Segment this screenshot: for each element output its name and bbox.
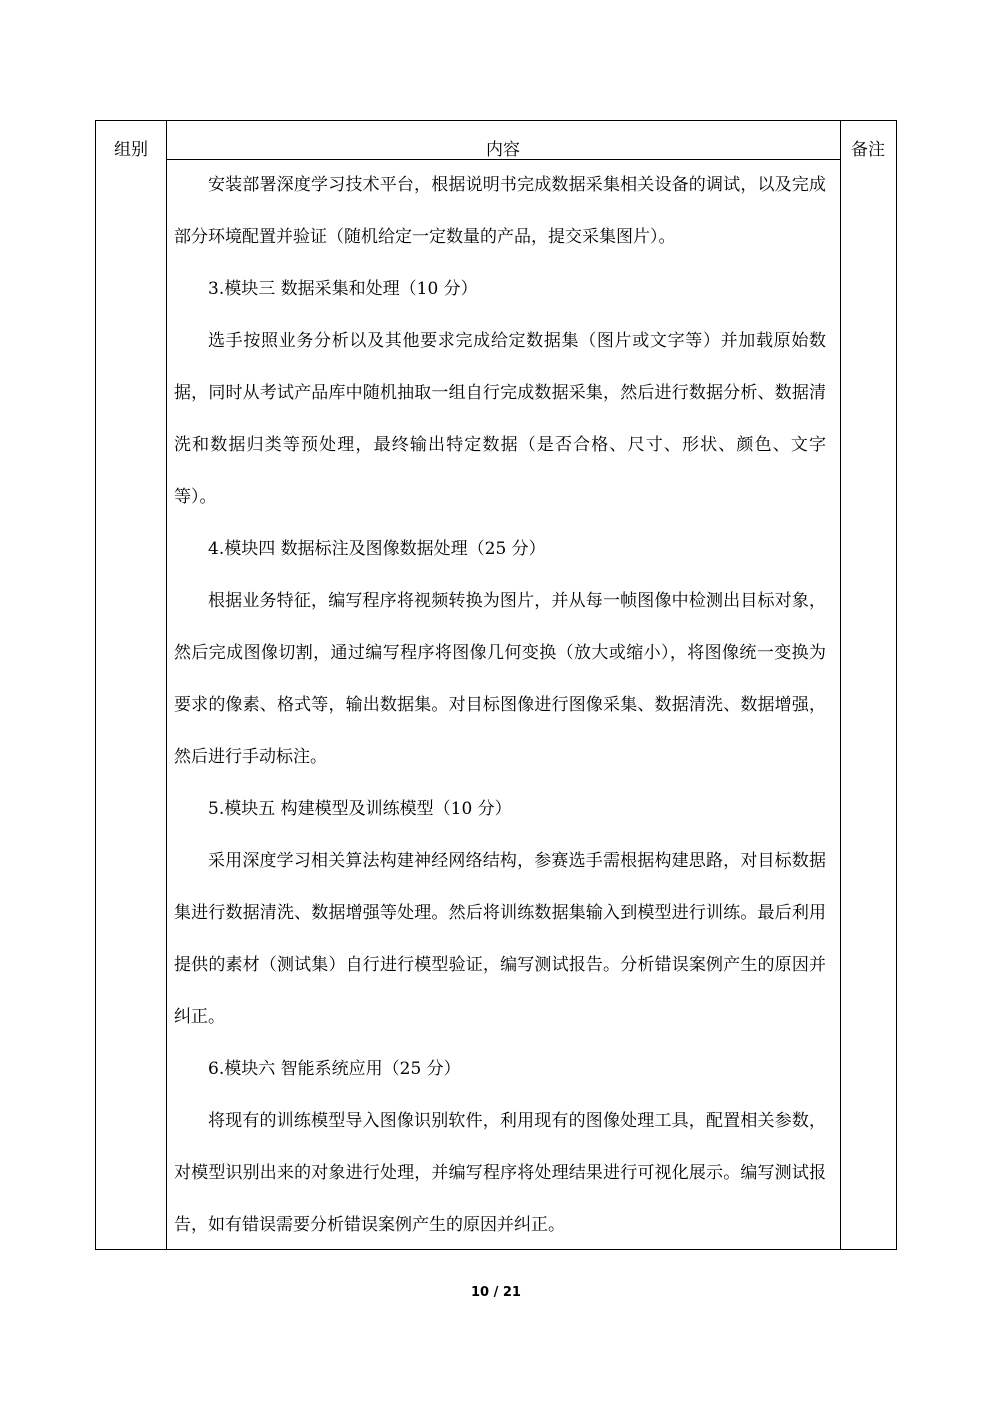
column-divider-right <box>840 121 841 1249</box>
page-number: 10 / 21 <box>471 1285 521 1300</box>
heading-module3: 3.模块三 数据采集和处理（10 分） <box>208 279 478 299</box>
paragraph-module3-body: 选手按照业务分析以及其他要求完成给定数据集（图片或文字等）并加载原始数据，同时从考试产品库中随机抽取一组自行完成数据采集，然后进行数据分析、数据清洗和数据归类等预处理，最终输出特定数据（是否合格、尺寸、形状、颜色、文字等）。 <box>174 331 826 507</box>
column-divider-left <box>166 121 167 1249</box>
heading-module4: 4.模块四 数据标注及图像数据处理（25 分） <box>208 539 546 559</box>
header-remark: 备注 <box>851 140 885 160</box>
content-table <box>95 120 897 1250</box>
content-cell <box>174 159 826 1251</box>
heading-module5: 5.模块五 构建模型及训练模型（10 分） <box>208 799 512 819</box>
paragraph-module6-body: 将现有的训练模型导入图像识别软件，利用现有的图像处理工具，配置相关参数，对模型识别出来的对象进行处理，并编写程序将处理结果进行可视化展示。编写测试报告，如有错误需要分析错误案例产生的原因并纠正。 <box>174 1111 826 1235</box>
paragraph-module2-body: 安装部署深度学习技术平台，根据说明书完成数据采集相关设备的调试，以及完成部分环境配置并验证（随机给定一定数量的产品，提交采集图片）。 <box>174 175 826 247</box>
paragraph-module4-body: 根据业务特征，编写程序将视频转换为图片，并从每一帧图像中检测出目标对象，然后完成图像切割，通过编写程序将图像几何变换（放大或缩小），将图像统一变换为要求的像素、格式等，输出数据集。对目标图像进行图像采集、数据清洗、数据增强，然后进行手动标注。 <box>174 591 826 767</box>
heading-module6: 6.模块六 智能系统应用（25 分） <box>208 1059 461 1079</box>
header-group: 组别 <box>114 140 148 160</box>
paragraph-module5-body: 采用深度学习相关算法构建神经网络结构，参赛选手需根据构建思路，对目标数据集进行数据清洗、数据增强等处理。然后将训练数据集输入到模型进行训练。最后利用提供的素材（测试集）自行进行模型验证，编写测试报告。分析错误案例产生的原因并纠正。 <box>174 851 826 1027</box>
header-content: 内容 <box>486 140 520 160</box>
